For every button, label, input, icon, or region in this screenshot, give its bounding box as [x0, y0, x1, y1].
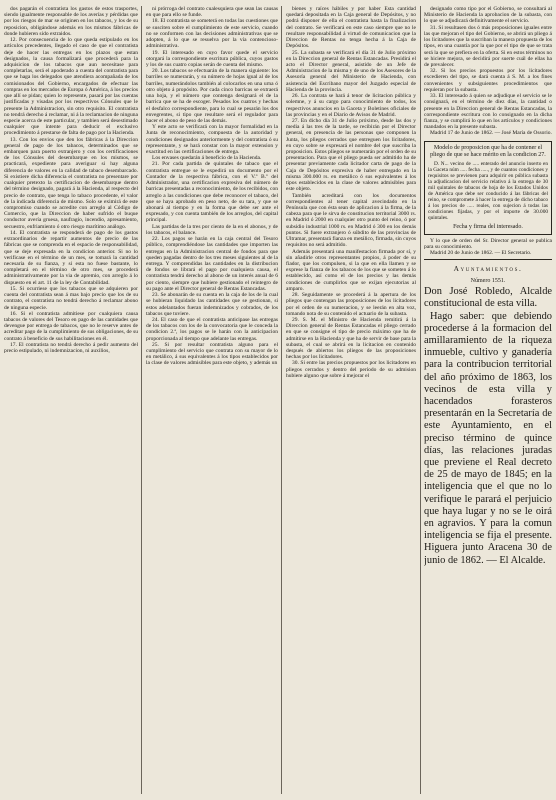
column-1 — [4, 6, 138, 794]
paragraph: 23. Se abonarán de su cuenta en la caja de los de la cual se hubieran liquidado las cantidades que se gestionan, si estos adelantados fueran indemnizados y cobrados, de los tabacos que tuviere. — [146, 292, 278, 317]
paragraph: Los envases quedarán á beneficio de la Hacienda. — [152, 155, 262, 162]
notice-body: Hago saber: que debiendo procederse á la formacion del amillaramiento de la riqueza inmueble, cultivo y ganadería para la contribucion territorial del año próximo de 1863, los vecinos de esta villa y hacendados forasteros presentarán en la Secretaría de este Ayuntamiento, en el preciso término de quince días, las relaciones juradas que previene el Real decreto de 25 de mayo de 1845; en la inteligencia que el que no lo verifique le parará el perjuicio que haya lugar y no se le oirá en agravios. Y para la comun inteligencia se fija el presente. Higuera junto Aracena 30 de junio de 1862. — El Alcalde. — [424, 310, 552, 566]
paragraph: 31. Si resultasen dos ó más proposiciones iguales entre las que mejoran el tipo del Gobierno, se abrirá un pliego á los licitadores que la suscriban la manera propuesta de los tipos, en una cuantía por la que por el tipo de que se trata será la que se prefiera en la oferta. Si en estos términos no se hiciere mejora, se decidirá por suerte cuál de ellas ha de prevalecer. — [424, 24, 552, 68]
paragraph: 30. Si entre las precios propuestos por los licitadores en pliegos cerrados y dentro del período de su admision hubiere alguno que sobre á mejorar el — [286, 360, 416, 379]
date-line: Madrid 20 de Junio de 1862. — El Secretario. — [430, 249, 532, 256]
paragraph: 32. Si los precios propuestos por los licitadores excedieren del tipo, se dará cuenta á S. M. a los fines convenientes y subsiguientes procedimientos que requieran por la subasta. — [424, 68, 552, 93]
paragraph: ni prórroga del contrato cualesquiera que sean las causas en que para ello se funde. — [146, 6, 278, 19]
proposal-model-box — [424, 141, 552, 235]
paragraph: 29. S. M. el Ministro de Hacienda remitirá á la Direccion general de Rentas Estancadas el pliego cerrado en que se consigne el tipo de precio máximo que ha de admitirse en la Hacienda y que ha de servir de base para la subasta, el cual se abrirá en la licitacion en contenido después de abiertos los pliegos de las proposiciones hechas por los licitadores. — [286, 316, 416, 361]
paragraph: designado como tipo por el Gobierno, se consultará al Ministerio de Hacienda la aprobacion de la subasta, con lo que se adjudicará definitivamente el servicio. — [424, 6, 552, 25]
notice-title: Don José Robledo, Alcalde constitucional de esta villa. — [424, 286, 552, 310]
paragraph: dos pagarán el contratista los gastos de estos trasportes, siendo igualmente responsable de los averías y pérdidas que por los riesgos de mar se originen en los tabacos, y los de su reposicion, obligándose además en los mismos fábricas de donde hubieren sido extraidos. — [4, 6, 138, 37]
paragraph: 14. El contratista se responderá de pago de los gastos extraordinarios de repartir aumentos de precio de las fábricas que se comprenda en el espacio de responsabilidad, que se deje expresada en la condicion anterior. Si no lo verificase en el término de un mes, se tomará la cantidad necesaria de su fianza, y si esta no fuese bastante, lo completará en el término de otro mes, se procederá administrativamente por la via de apremio, con arreglo á lo dispuesto en el art. 11 de la ley de Contabilidad. — [4, 229, 138, 286]
paragraph: 16. Si el contratista admitiese por cualquiera causa tabacos de valores del Tesoro en pago de las cantidades que devengue por entrega de tabacos, que no le reserve antes de acreditar pago de la cumplimiento de sus obligaciones, de su contrato á beneficio de sus habilitaciones en él. — [4, 310, 138, 342]
paragraph: Además presentará una manifestacion firmada por sí, y sin añadirle otros representantes propios, á poder de su fiador, que los compulsen, si la que en ella llamen y se exprese la fianza de los tabacos de los que se someten á lo establecido, así como el de los precios y las demás condiciones de cumplirlos que se exijan ejecutorias al amparo. — [286, 248, 416, 292]
column-4 — [424, 6, 552, 794]
paragraph: bienes y raíces hábiles y por haber Esta cantidad quedará depositada en la Caja general de Depósitos, y no podrá disponer de ella el contratista hasta la finalizacion del contrato. Se verificará en este caso siempre que no le resultare responsabilidad á virtud de comunicacion que la Direccion de Rentas no tenga hecha á la Caja de Depósitos. — [286, 6, 416, 50]
paragraph: 18. El contratista se someterá en todas las cuestiones que se susciten sobre el cumplimiento de este servicio, cuando no se conformen con las decisiones administrativas que se adopten, á lo que se resuelva por la vía contencioso-administrativa. — [146, 18, 278, 50]
paragraph: 22. Los pagos se harán en la caja central del Tesoro público, comprendiéndose las cantidades que importen las entregas en la Administracion central de fondos para que queden pagadas dentro de los tres meses siguientes al de la entrega. Y comprendidas las cantidades en la distribucion de fondos se librará el pago por cualquiera causa, el contratista tendrá derecho al abono de un interés anual de 6 por ciento, siempre que hubiere gestionado el reintegro de su pago ante el Director general de Rentas Estancadas. — [146, 236, 278, 292]
paragraph: 24. El caso de que el contratista anticipase las entregas de los tabacos con los de la convocatoria que le conceda la condicion 2.ª, los pagos se le harán con la anticipacion proporcionada al tiempo que adelante las entregas. — [146, 316, 278, 342]
column-3 — [286, 6, 416, 794]
paragraph: 15. Si ocurriese que los tabacos que se adquieren por cuenta del contratista sean á mas bajo precio que los de su contrato, el contratista no tendrá derecho á reclamar abono de ninguna especie. — [4, 285, 138, 311]
signature-line: Madrid 17 de Junio de 1862. — José María de Ossorio. — [430, 130, 552, 137]
column-rule — [420, 6, 421, 794]
paragraph: 12. Por consecuencia de lo que queda estipulado en los artículos precedentes, llegado el caso de que el contratista deje de hacer las entregas en los plazos que estan designados, la causa formalizará que procederá para la adquisicion de los tabacos que aun necesitase para completarlas, será el apoderado a cuenta del contratista para que se haga los delegados que atendiera acompañada de los comisionados del Gobierno, encargados de efectuar las compras en los mercados de Europa ó América, á los precios que allí se pidan; quien lo represente, pasará por las cuentas justificadas y visadas por los respectivos Cónsules que le presente la Administracion, sin otro requisito. El contratista no tendrá derecho á reclamar, ni á la reclamacion de ninguna especie acerca de este particular, y tambien será desestimado cualquier que intente para deducir el exclusivo procedimiento á prestarse de falta de pago por la Hacienda. — [4, 37, 138, 137]
column-rule — [281, 6, 282, 794]
paragraph: Y este acto se verificará con la mayor formalidad en la Junta de reconocimiento, compuesta de la autoridad y condiciones designados anteriormente y del contratista ó su representante, y se hará constar con la mayor extension y exactitud en las certificaciones de entrega. — [146, 124, 278, 156]
paragraph: 28. Seguidamente se procederá á la apertura de los pliegos que contengan las proposiciones de los licitadores por el orden de su numeracion, y se leerán en alta voz, tomando nota de su contenido el actuario de la subasta. — [286, 292, 416, 317]
column-rule — [141, 6, 142, 794]
section-divider — [424, 259, 552, 260]
paragraph: 33. El interesado á quien se adjudique el servicio se le consignará, en el término de diez días, la cantidad o presente en la Direccion general de Rentas Estancadas, la correspondiente escritura con lo consignado en la dicha fianza, y se cumplirá lo que en los artículos y condiciones mandados en la presente subasta. — [424, 93, 552, 131]
paragraph: 25. Si por resultar contratista alguno para el cumplimiento del servicio que contrata con su mayor de lo en metálico, á sus equivalentes á los tipos establecidos por la clase de valores admisibles para este objeto, y además un — [146, 341, 278, 367]
paragraph: También acreditará con los documentos correspondientes al tener capital avecindado en la Península que con ésta sean de aplicacion á la firma, de la cabeza para que le sirva de constitucion territorial 3000 rs. en Madrid ó 2000 en cualquier otro punto del reino, ó por subsidio industrial 1000 rs. en Madrid ó 300 en los demás puntos. Si fuere extranjero ó súbdito de las provincias de Ultramar, presentará fianza en metálico, firmada, sin cuyos requisitos no será admitido. — [286, 192, 416, 249]
paragraph: 25. La subasta se verificará el día 31 de Julio próximo en la Direccion general de Rentas Estancadas. Presidirá el acto el Director general, asistido de un Jefe de Administracion de la misma y de uno de los Asesores de la Asesoría general del Ministerio de Hacienda, con asistencia del Escribano mayor del Juzgado especial de Hacienda de la provincia. — [286, 49, 416, 93]
paragraph: 26. La contrata se hará á tenor de licitacion pública y solemne, y á su cargo para conocimiento de todos, los respectivos anuncios en la Gaceta y Boletines oficiales de las provincias y en el Diario de Avisos de Madrid. — [286, 93, 416, 118]
paragraph: 13. Con los envios que den los fábricas á la Direccion general de pago de los tabacos, determinados que se embarquen para puerto extranjero y con los certificaciones de los Cónsules del desembarque en los mismos, se practicará, expediente para averiguar si hay alguna diferencia de valores en la calidad de tabaco desembarcado. Si existiere dicha diferencia el contratista no presentare por cualquier pretexto la certificacion de desembarque dentro del término designado, pagará á la Hacienda, al respecto del precio de contrato, que tenga lo tabaco procedente, el valor de la indicada diferencia de mismo. Solo se eximirá de este compromiso cuando se acredite con arreglo al Código de Comercio, que la Direccion de haber sufrido el buque conductor avería gruesa, naufragio, incendio, apresamiento, secuestro, enfriamiento ó otro riesgo marítimo análogo. — [4, 136, 138, 230]
paragraph: 20. Los tabacos se efectuarán de la manera siguiente: los barriles se numerarán, y su número de hojas igual al de los barriles, numerándolos también al colocarlos en una urna ó otro objeto á propósito. Por cada cinco barricas se extraerá una hoja, y el número que contenga designará el de la barrica que se ha de escoger. Pesados los cuatros y hechas el desfalco correspondiente, para lo cual se pesarán los dos envegrentes, si tipo que resultare será el regulador para hacer el abono de peso de las demás. — [146, 68, 278, 124]
paragraph: 27. En dicho día 31 de Julio próximo, desde las dos y media á las tres de la tarde, se recibirán por el Director general, en presencia de las personas que componen la Junta, los pliegos cerrados que entreguen los licitadores, en cuyo sobre se expresará el nombre del que suscriba la proposicion. Estos pliegos se numerarán por el orden de su presentacion. Para que el pliego pueda ser admitido ha de presentar previamente cada licitador carta de pago de la Caja de Depósitos expresiva de haber entregado en la misma 300.000 rs. en metálico ó sus equivalentes á los tipos establecidos en la clase de valores admisibles para este objeto. — [286, 117, 416, 193]
section-heading: Ayuntamientos. — [453, 264, 523, 274]
paragraph: D. N... vecino de ..... enterado del anuncio inserto en la Gaceta núm ..... fecha ....., y de cuantos condiciones y requisitos se previenen para adquirir en pública subasta la adjudicacion del servicio relativo á la entrega de 30 mil quintales de tabacos de hoja de los Estados Unidos de América que debe ser conducido á las fábricas del reino, se compromete á hacer la entrega de dicho tabaco á los precios de ..... reales, con sujecion á todas las condiciones fijadas, y por el importe de 30.000 quintales. — [428, 160, 548, 222]
paragraph: 21. Por cada partida de quintales de tabaco que el contratista entregue se le expedirá un documento por el Contador de la respectiva fábrica, con el V.º B.º del Administrador, una certificacion expresiva del número de barricas presentadas a reconocimiento, de los recibidos, con arreglo a las condiciones que debe reconocer el tabaco, del que se haya aprobado en peso neto, de su tara, y que se abonará al tiempo y en la forma que debe ser ante el expresado, y con cuenta también de los arreglos, del capital principal. — [146, 161, 278, 224]
paragraph: Las partidas de la tres por ciento de la en el abonos, y de los tabacos, el balance. — [146, 223, 278, 236]
signature-note: Fecha y firma del interesado. — [453, 223, 523, 230]
box-title: Modelo de proposicion que ha de contener el pliego de que se hace mérito en la condicion 27. — [430, 144, 546, 158]
notice-number: Número 1551. — [470, 278, 506, 285]
paragraph: 17. El contratista no tendrá derecho á pedir aumento del precio estipulado, ni indemnizacion, ni auxilios, — [4, 341, 138, 355]
paragraph: Y lo que de orden del Sr. Director general se publica para su conocimiento. — [424, 237, 552, 250]
paragraph: 19. El interesado en cuyo favor quede el servicio otorgará la correspondiente escritura pública, cuyos gastos y los de sus cuatro copias serán de cuenta del mismo. — [146, 49, 278, 68]
column-2 — [146, 6, 278, 794]
